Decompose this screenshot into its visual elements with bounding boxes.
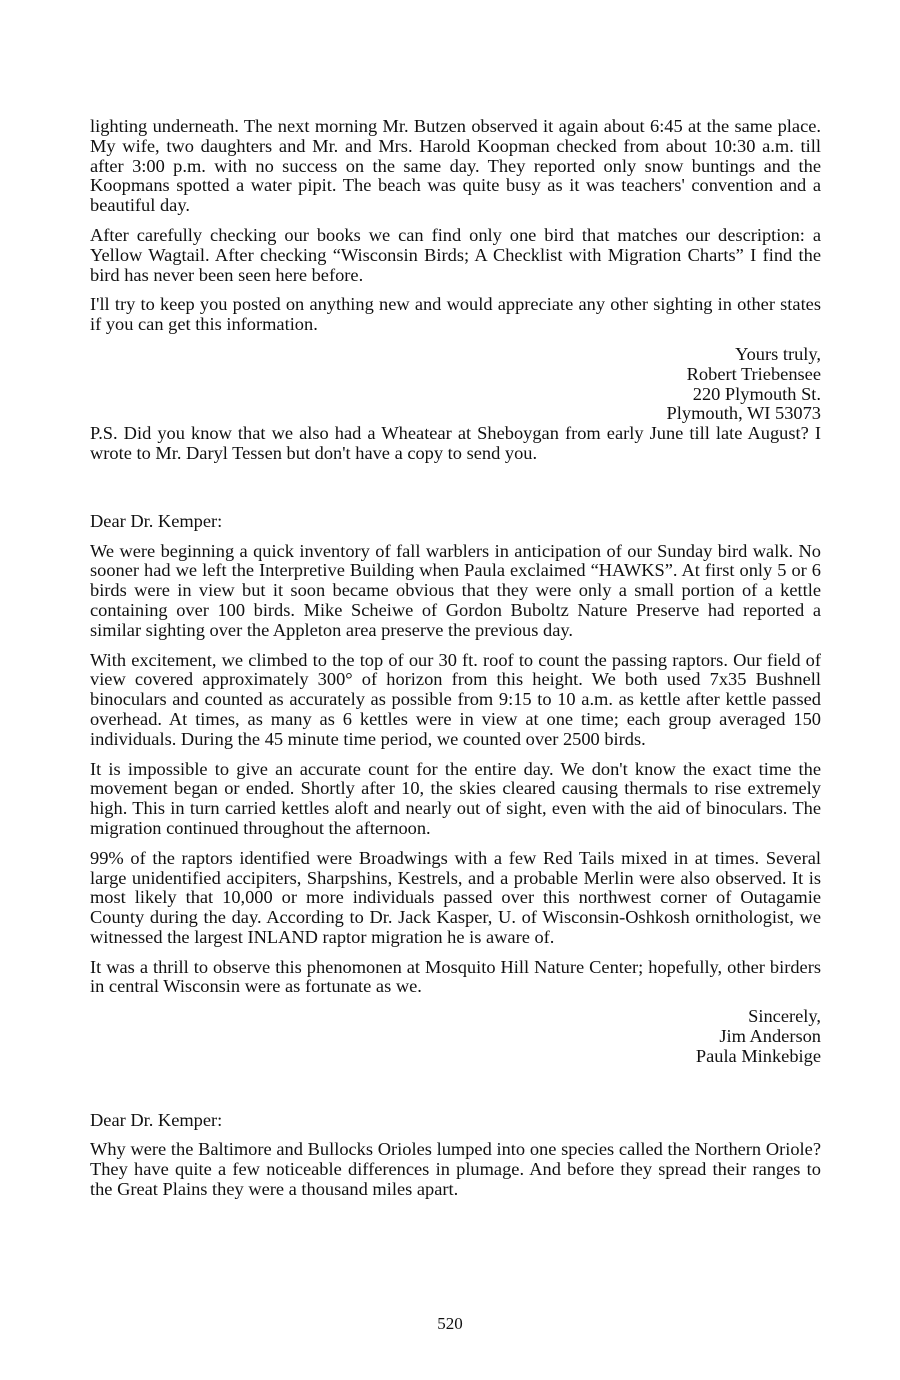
closing: Yours truly,: [735, 343, 821, 364]
signature-block: [90, 1007, 821, 1066]
page-body: [90, 117, 821, 1210]
paragraph: We were beginning a quick inventory of fall warblers in anticipation of our Sunday bird walk. No sooner had we left the Interpretive Building when Paula exclaimed “HAWKS”. At first only 5 or 6 birds were in view but it soon became obvious that they were only a small portion of a kettle containing over 100 birds. Mike Scheiwe of Gordon Buboltz Nature Preserve had reported a similar sighting over the Appleton area preserve the previous day.: [90, 540, 821, 640]
closing: Sincerely,: [748, 1006, 821, 1027]
letter-anderson-minkebige: [90, 512, 821, 1067]
paragraph: It was a thrill to observe this phenomonen at Mosquito Hill Nature Center; hopefully, other birders in central Wisconsin were as fortunate as we.: [90, 956, 821, 997]
paragraph: I'll try to keep you posted on anything new and would appreciate any other sighting in other states if you can get this information.: [90, 294, 821, 335]
paragraph: With excitement, we climbed to the top of our 30 ft. roof to count the passing raptors. Our field of view covered approximately 300° of horizon from this height. We both used 7x35 Bushnell binoculars and counted as accurately as possible from 9:15 to 10 a.m. as kettle after kettle passed overhead. At times, as many as 6 kettles were in view at one time; each group averaged 150 individuals. During the 45 minute time period, we counted over 2500 birds.: [90, 649, 821, 749]
page-number: 520: [437, 1314, 463, 1333]
paragraph: It is impossible to give an accurate count for the entire day. We don't know the exact time the movement began or ended. Shortly after 10, the skies cleared causing thermals to rise extremely high. This in turn carried kettles aloft and nearly out of sight, even with the aid of binoculars. The migration continued throughout the afternoon.: [90, 758, 821, 838]
paragraph: lighting underneath. The next morning Mr. Butzen observed it again about 6:45 at the same place. My wife, two daughters and Mr. and Mrs. Harold Koopman checked from about 10:30 a.m. till after 3:00 p.m. with no success on the same day. They reported only snow buntings and the Koopmans spotted a water pipit. The beach was quite busy as it was teachers' convention and a beautiful day.: [90, 116, 821, 216]
signature-block: [90, 345, 821, 424]
salutation: Dear Dr. Kemper:: [90, 1109, 223, 1130]
paragraph: After carefully checking our books we can find only one bird that matches our description: a Yellow Wagtail. After checking “Wisconsin Birds; A Checklist with Migration Charts” I find the bird has never been seen here before.: [90, 224, 821, 285]
signer-city: Plymouth, WI 53073: [666, 403, 821, 424]
letter-orioles: [90, 1111, 821, 1200]
paragraph: 99% of the raptors identified were Broadwings with a few Red Tails mixed in at times. Several large unidentified accipiters, Sharpshins, Kestrels, and a probable Merlin were also observed. It is most likely that 10,000 or more individuals passed over this northwest corner of Outagamie County during the day. According to Dr. Jack Kasper, U. of Wisconsin-Oshkosh ornithologist, we witnessed the largest INLAND raptor migration he is aware of.: [90, 847, 821, 947]
paragraph: Why were the Baltimore and Bullocks Orioles lumped into one species called the Northern Oriole? They have quite a few noticeable differences in plumage. And before they spread their ranges to the Great Plains they were a thousand miles apart.: [90, 1139, 821, 1200]
signer-street: 220 Plymouth St.: [692, 383, 821, 404]
signer-name: Jim Anderson: [719, 1026, 821, 1047]
signer-name: Paula Minkebige: [695, 1045, 821, 1066]
salutation: Dear Dr. Kemper:: [90, 510, 223, 531]
postscript: P.S. Did you know that we also had a Wheatear at Sheboygan from early June till late August? I wrote to Mr. Daryl Tessen but don't have a copy to send you.: [90, 423, 821, 463]
signer-name: Robert Triebensee: [686, 363, 821, 384]
letter-triebensee: [90, 117, 821, 464]
